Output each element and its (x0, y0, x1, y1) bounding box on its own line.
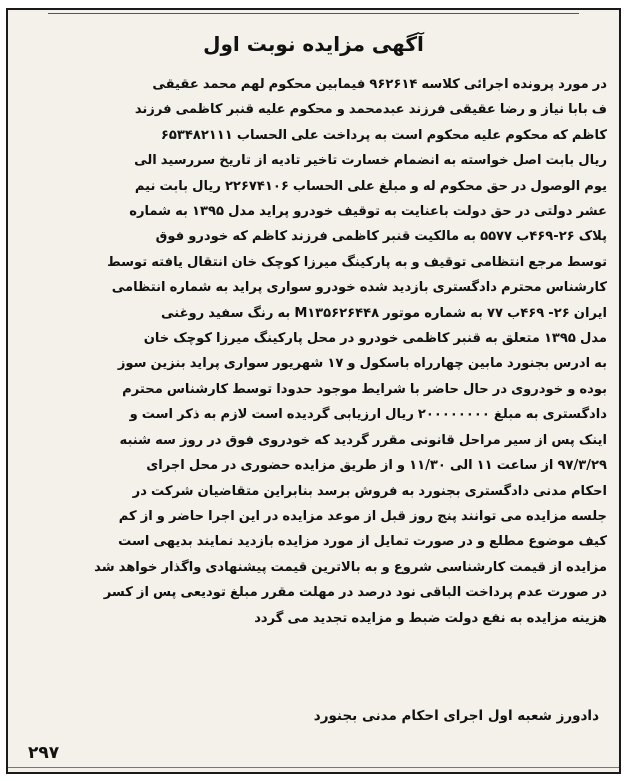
body-line: در مورد پرونده اجرائی کلاسه ۹۶۲۶۱۴ فیمابین محکوم لهم محمد عقیقی (152, 77, 607, 92)
announcement-title: آگهی مزایده نوبت اول (203, 32, 424, 56)
signature-line: دادورز شعبه اول اجرای احکام مدنی بجنورد (313, 708, 599, 724)
top-divider (48, 13, 579, 14)
body-line: در صورت عدم پرداخت الباقی نود درصد در مهلت مقرر مبلغ تودیعی پس از کسر (103, 585, 607, 601)
body-line: جلسه مزایده می توانند پنج روز قبل از موعد مزایده در این اجرا حاضر و از کم (118, 508, 607, 524)
body-line: دادگستری به مبلغ ۲۰۰۰۰۰۰۰۰ ریال ارزیابی گردیده است لازم به ذکر است و (129, 407, 607, 423)
body-line: بوده و خودروی در حال حاضر با شرایط موجود حدودا توسط کارشناس محترم (122, 381, 607, 397)
body-line: ف بابا نیاز و رضا عقیقی فرزند عبدمحمد و محکوم علیه قنبر کاظمی فرزند (134, 102, 607, 118)
body-line: احکام مدنی دادگستری بجنورد به فروش برسد بنابراین متقاضیان شرکت در (132, 483, 607, 499)
body-line: کاظم که محکوم علیه محکوم است به پرداخت علی الحساب ۶۵۳۴۸۲۱۱۱ (160, 127, 607, 143)
bottom-divider (8, 767, 619, 768)
body-line: کیف موضوع مطلع و در صورت تمایل از مورد مزایده بازدید نمایند بدیهی است (118, 534, 607, 550)
body-line: هزینه مزایده به نفع دولت ضبط و مزایده تجدید می گردد (254, 610, 607, 626)
body-line: عشر دولتی در حق دولت باعنایت به توقیف خودرو پراید مدل ۱۳۹۵ به شماره (129, 204, 607, 220)
body-line: به ادرس بجنورد مابین چهارراه باسکول و ۱۷ شهریور سواری پراید بنزین سوز (117, 356, 607, 372)
body-line: اینک پس از سیر مراحل قانونی مقرر گردید که خودروی فوق در روز سه شنبه (119, 432, 607, 448)
body-line: پلاک ۲۶-۴۶۹ب ۵۵۷۷ به مالکیت قنبر کاظمی فرزند کاظم که خودرو فوق (155, 229, 607, 245)
body-line: مزایده از قیمت کارشناسی شروع و به بالاترین قیمت پیشنهادی واگذار خواهد شد (94, 559, 607, 575)
body-line: ایران ۲۶- ۴۶۹ب ۷۷ به شماره موتور M۱۳۵۶۲۶۴۴۸ به رنگ سفید روغنی (160, 305, 607, 321)
body-line: مدل ۱۳۹۵ متعلق به قنبر کاظمی خودرو در محل پارکینگ میرزا کوچک خان (143, 331, 607, 347)
body-line: ریال بابت اصل خواسته به انضمام خسارت تاخیر تادیه از تاریخ سررسید الی (134, 153, 607, 169)
announcement-body (18, 72, 607, 631)
announcement-sheet (6, 8, 621, 774)
body-line: یوم الوصول در حق محکوم له و مبلغ علی الحساب ۲۲۶۷۴۱۰۶ ریال بابت نیم (134, 178, 607, 194)
body-line: کارشناس محترم دادگستری بازدید شده خودرو سواری پراید به شماره انتظامی (111, 280, 607, 296)
body-line: ۹۷/۳/۲۹ از ساعت ۱۱ الی ۱۱/۳۰ و از طریق مزایده حضوری در محل اجرای (146, 458, 607, 474)
body-line: توسط مرجع انتظامی توقیف و به پارکینگ میرزا کوچک خان انتقال یافته توسط (107, 254, 607, 270)
ad-number: ۲۹۷ (28, 743, 60, 763)
